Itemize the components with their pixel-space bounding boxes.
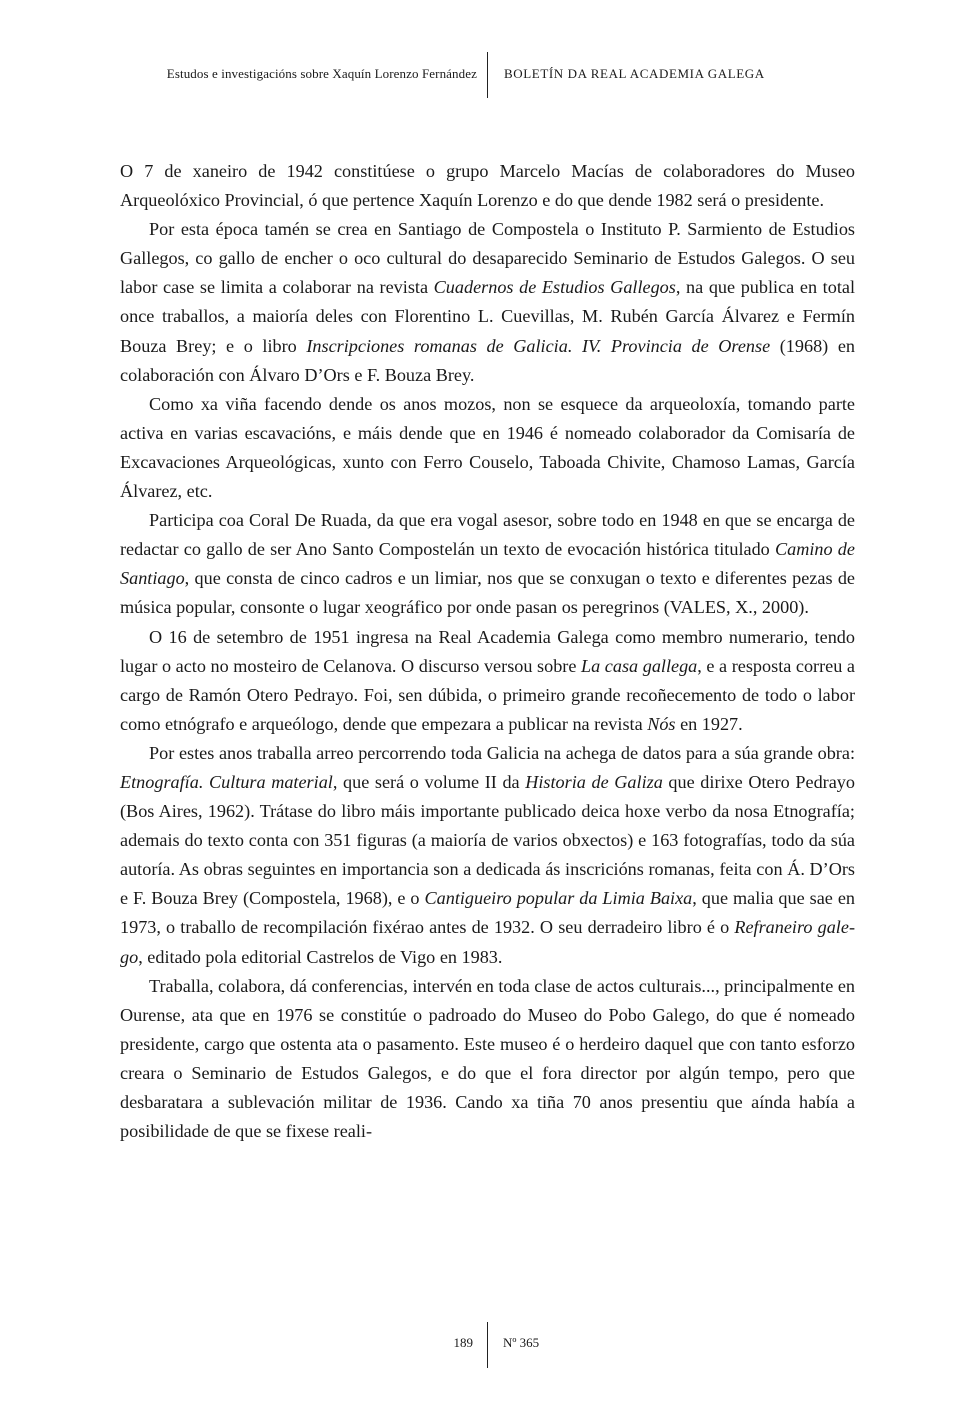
paragraph [120,215,855,390]
italic-title: Nós [647,713,676,734]
paragraph [120,623,855,739]
italic-title: Cuadernos de Estudios Gallegos [433,277,676,298]
text-run: , que consta de cinco cadros e un limiar, nos que se conxugan o texto e diferentes pezas de música popular, consonte o lugar xeográfico por onde pasan os peregrinos (VALES, X., 2000). [120,568,855,618]
text-run: Por esta época tamén se crea en Santiago de Compostela o Instituto P. Sarmiento de Estudios Gallegos, co gallo de encher o oco cultural do desaparecido Seminario de Estudos Galegos. O seu labor case se limita a colaborar na revista [120,219,855,298]
text-run: , e a resposta correu a cargo de Ramón Otero Pedrayo. Foi, sen dúbida, o primeiro grande recoñecemento de todo o labor como etnógrafo e arqueólogo, dende que empezara a publicar na revista [120,655,855,734]
footer-divider [487,1322,488,1368]
text-run: en 1927. [675,713,743,734]
text-run: , editado pola editorial Castrelos de Vigo en 1983. [138,946,503,967]
text-run: Como xa viña facendo dende os anos mozos, non se esquece da arqueoloxía, tomando parte activa en varias escavacións, e máis dende que en 1946 é nomeado colaborador da Comisaría de Excavaciones Arqueológicas, xunto con Ferro Couselo, Taboada Chivite, Chamoso Lamas, García Álvarez, etc. [120,393,855,502]
body-text [120,157,855,1146]
paragraph [120,157,855,215]
italic-title: Etnografía. Cultura material [120,771,333,792]
text-run: , na que publica en total once traballos, a maioría deles con Florentino L. Cuevillas, M. Rubén García Álvarez e Fermín Bouza Brey; e o libro [120,277,855,356]
text-run: , que será o volume II da [332,771,526,792]
text-run: O 16 de setembro de 1951 ingresa na Real Academia Galega como membro numerario, tendo lugar o acto no mosteiro de Celanova. O discurso versou sobre [120,626,855,676]
header-divider [487,52,488,98]
italic-title: Camino de Santiago [120,539,855,589]
paragraph [120,506,855,622]
running-header [0,52,975,100]
italic-title: La casa gallega [581,655,698,676]
issue-number: Nº 365 [503,1335,540,1350]
paragraph [120,739,855,972]
text-run: Por estes anos traballa arreo percorrendo toda Galicia na achega de datos para a súa grande obra: [149,742,855,763]
italic-title: Historia de Galiza [525,771,663,792]
italic-title: Refraneiro galego [120,917,855,967]
header-series-title: Estudos e investigacións sobre Xaquín Lorenzo Fernández [166,66,477,81]
text-run: , que malia que sae en 1973, o traballo de recompilación fixérao antes de 1932. O seu derradeiro libro é o [120,888,855,938]
text-run: que dirixe Otero Pedrayo (Bos Aires, 1962). Trátase do libro máis importante publicado deica hoxe verbo da nosa Etnografía; ademais do texto conta con 351 figuras (a maioría de varios obxectos) e 163 fotografías, todo da súa autoría. As obras seguintes en importancia son a dedicada ás inscricións romanas, feita con Á. D’Ors e F. Bouza Brey (Compostela, 1968), e o [120,771,855,909]
text-run: O 7 de xaneiro de 1942 constitúese o grupo Marcelo Macías de colaboradores do Museo Arqueolóxico Provincial, ó que pertence Xaquín Lorenzo e do que dende 1982 será o presidente. [120,161,855,211]
paragraph [120,390,855,506]
text-run: (1968) en colaboración con Álvaro D’Ors e F. Bouza Brey. [120,335,855,385]
italic-title: Inscripciones romanas de Galicia. IV. Provincia de Orense [306,335,771,356]
page-footer [0,1322,975,1370]
page-number: 189 [453,1335,473,1350]
paragraph [120,972,855,1147]
text-run: Participa coa Coral De Ruada, da que era vogal asesor, sobre todo en 1948 en que se encarga de redactar co gallo de ser Ano Santo Compostelán un texto de evocación histórica titulado [120,510,855,560]
italic-title: Cantigueiro popular da Limia Baixa [424,888,693,909]
header-journal-title: BOLETÍN DA REAL ACADEMIA GALEGA [504,66,765,81]
text-run: Traballa, colabora, dá conferencias, intervén en toda clase de actos culturais..., principalmente en Ourense, ata que en 1976 se constitúe o padroado do Museo do Pobo Galego, do que é nomeado presidente, cargo que ostenta ata o pasamento. Este museo é o herdeiro daquel que con tanto esforzo creara o Seminario de Estudos Galegos, e do que el fora director por algún tempo, pero que desbaratara a sublevación militar de 1936. Cando xa tiña 70 anos presentiu que aínda había a posibilidade de que se fixese reali- [120,975,855,1142]
